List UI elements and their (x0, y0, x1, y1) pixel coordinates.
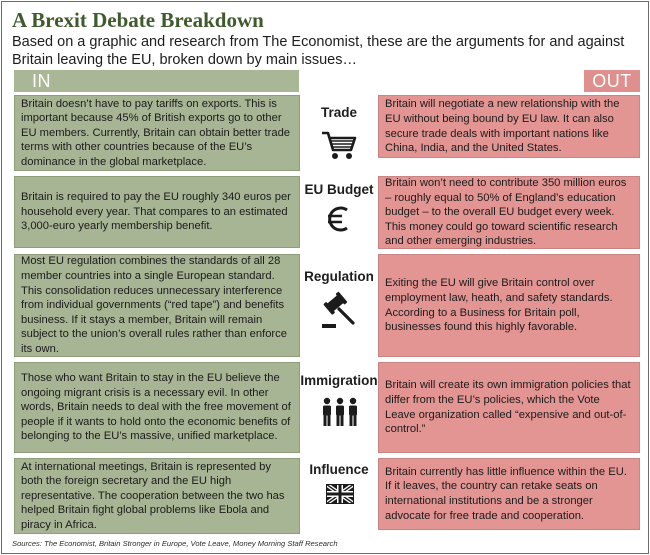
gavel-icon (320, 290, 360, 330)
regulation-in-box (14, 254, 300, 357)
out-header: OUT (584, 70, 640, 92)
shopping-cart-icon (321, 130, 357, 162)
regulation-in-text: Most EU regulation combines the standards of all 28 member countries into a single European standard. This consolidation reduces unnecessary interference from individual governments (“red tape”) and benefits business. If it stays a member, Britain will remain subject to the union’s overall rules rather than enforce its own. (21, 255, 287, 355)
trade-in-text: Britain doesn’t have to pay tariffs on exports. This is important because 45% of British exports go to other EU members. Currently, Britain can obtain better trade terms with other countries because of the EU’s dominance in the global marketplace. (21, 97, 291, 168)
euro-icon (324, 204, 354, 234)
budget-out-box (378, 176, 640, 249)
page-title: A Brexit Debate Breakdown (12, 8, 264, 32)
trade-out-text: Britain will negotiate a new relationship with the EU without being bound by EU law. It can also secure trade deals with important nations like China, India, and the United States. (385, 98, 620, 155)
regulation-out-box (378, 254, 640, 357)
budget-label: EU Budget (304, 182, 374, 197)
influence-label: Influence (309, 462, 369, 477)
union-jack-icon (326, 484, 354, 504)
influence-out-box (378, 458, 640, 530)
trade-out-box (378, 95, 640, 158)
people-icon (320, 397, 360, 427)
regulation-out-text: Exiting the EU will give Britain control over employment law, heath, and safety standards. According to a Business for Britain poll, businesses found this highly favorable. (385, 277, 613, 334)
influence-in-box (14, 458, 300, 534)
immigration-in-text: Those who want Britain to stay in the EU believe the ongoing migrant crisis is a necessary evil. In other words, Britain needs to deal with the free movement of people if it wants to hold onto the economic benefits of belonging to the EU’s massive, unified marketplace. (21, 372, 291, 443)
budget-in-box (14, 176, 300, 248)
in-header: IN (14, 70, 299, 92)
sources-footnote: Sources: The Economist, Britain Stronger in Europe, Vote Leave, Money Morning Staff Research (12, 539, 338, 548)
immigration-label: Immigration (300, 373, 378, 388)
influence-in-text: At international meetings, Britain is represented by both the foreign secretary and the EU high representative. The cooperation between the two has helped Britain fight global problems like Ebola and piracy in Africa. (21, 460, 285, 531)
regulation-label: Regulation (304, 269, 374, 284)
immigration-in-box (14, 362, 300, 453)
budget-out-text: Britain won’t need to contribute 350 million euros – roughly equal to 50% of England’s education budget – to the overall EU budget every week. This money could go toward scientific research and other emerging industries. (385, 177, 627, 248)
immigration-out-text: Britain will create its own immigration policies that differ from the EU’s policies, which the Vote Leave organization called “expensive and out-of-control.” (385, 379, 631, 436)
trade-label: Trade (320, 105, 358, 120)
immigration-out-box (378, 362, 640, 453)
page-subtitle: Based on a graphic and research from The Economist, these are the arguments for and against Britain leaving the EU, broken down by main issues… (12, 34, 625, 68)
influence-out-text: Britain currently has little influence within the EU. If it leaves, the country can retake seats on international institutions and be a stronger advocate for free trade and cooperation. (385, 465, 627, 522)
budget-in-text: Britain is required to pay the EU roughly 340 euros per household every year. That compares to an estimated 3,000-euro yearly membership benefit. (21, 191, 291, 233)
trade-in-box (14, 95, 300, 171)
infographic-frame (1, 1, 649, 554)
